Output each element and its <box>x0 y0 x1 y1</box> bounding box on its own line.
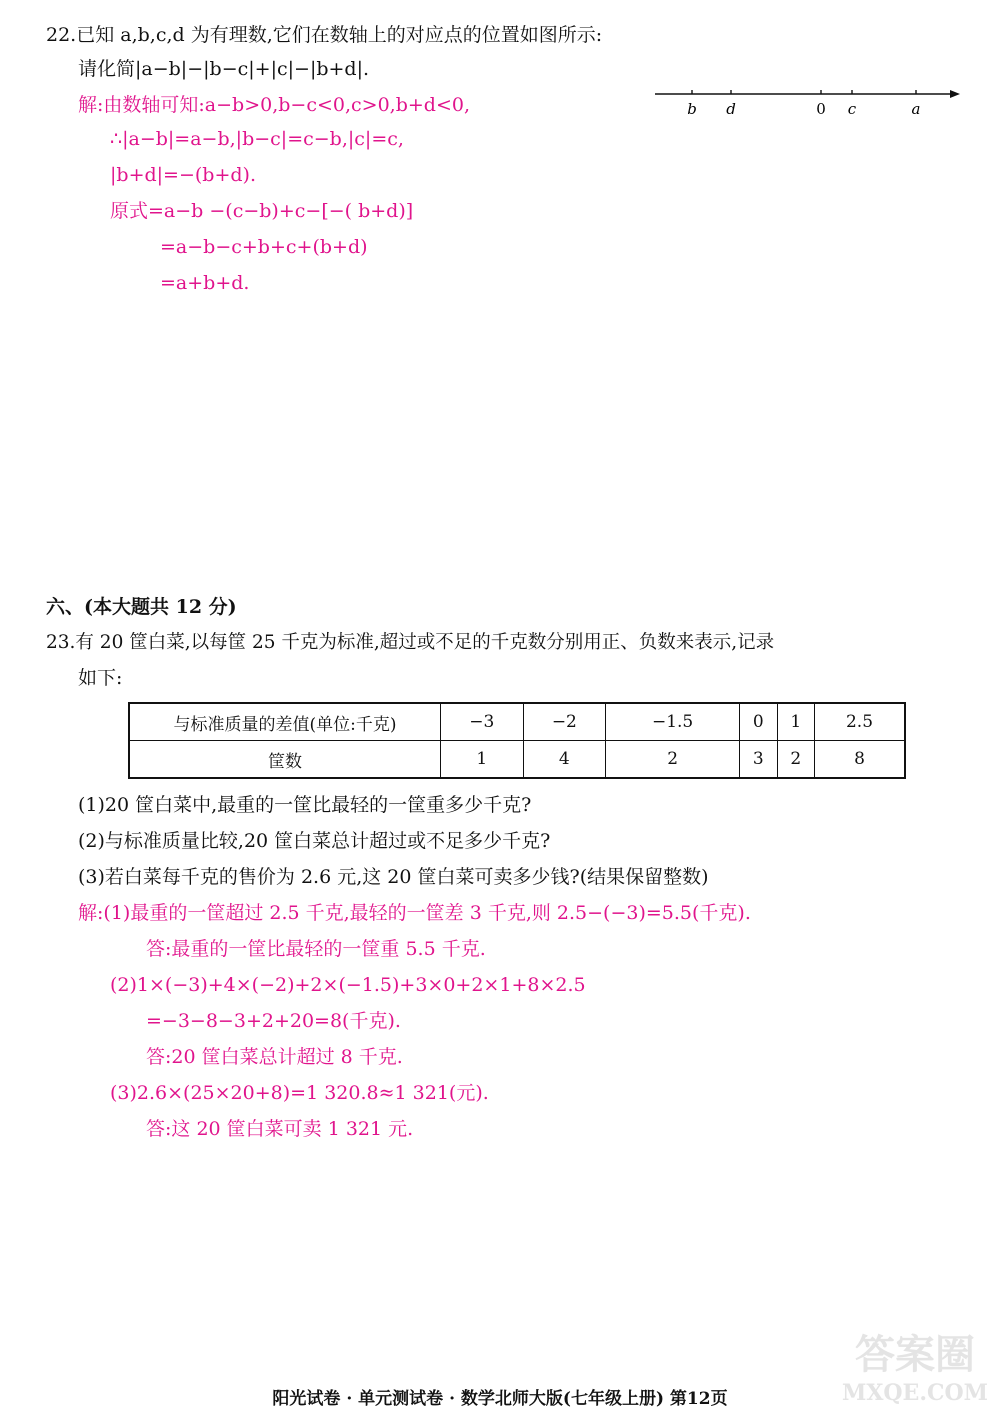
page-footer: 阳光试卷 · 单元测试卷 · 数学北师大版(七年级上册) 第12页 <box>272 1389 728 1409</box>
watermark-url: MXQE.COM <box>841 1380 989 1406</box>
number-line-arrow-icon <box>950 90 960 98</box>
watermark-text: 答案圈 <box>855 1331 975 1378</box>
table-cell: 1 <box>777 703 814 741</box>
q23-solution-line-2: 答:最重的一筐比最轻的一筐重 5.5 千克. <box>146 938 486 960</box>
table-cell: −2 <box>523 703 606 741</box>
q22-task: 请化简|a−b|−|b−c|+|c|−|b+d|. <box>78 58 370 80</box>
q23-solution-line-4: =−3−8−3+2+20=8(千克). <box>146 1010 401 1032</box>
label-d: d <box>726 100 736 118</box>
table-cell: −3 <box>441 703 524 741</box>
label-b: b <box>687 100 697 118</box>
q22-solution-line-3: |b+d|=−(b+d). <box>110 164 256 186</box>
q23-stem-line-2: 如下: <box>78 667 123 689</box>
table-cell: 4 <box>523 741 606 779</box>
table-row <box>129 703 905 741</box>
q22-solution-line-4: 原式=a−b −(c−b)+c−[−( b+d)] <box>110 200 414 222</box>
table-row-label: 与标准质量的差值(单位:千克) <box>129 703 441 741</box>
section-6-title: 六、(本大题共 12 分) <box>46 596 237 618</box>
table-cell: −1.5 <box>606 703 740 741</box>
table-cell: 8 <box>815 741 905 779</box>
label-0: 0 <box>816 100 826 118</box>
q23-solution-line-1: 解:(1)最重的一筐超过 2.5 千克,最轻的一筐差 3 千克,则 2.5−(−3)=5.5(千克). <box>78 902 751 924</box>
table-cell: 2 <box>777 741 814 779</box>
q22-solution-line-5: =a−b−c+b+c+(b+d) <box>160 236 368 258</box>
q23-question-1: (1)20 筐白菜中,最重的一筐比最轻的一筐重多少千克? <box>78 794 532 816</box>
q23-data-table <box>128 702 906 779</box>
q23-solution-line-5: 答:20 筐白菜总计超过 8 千克. <box>146 1046 403 1068</box>
table-cell: 3 <box>740 741 777 779</box>
q22-solution-line-2: ∴|a−b|=a−b,|b−c|=c−b,|c|=c, <box>110 128 404 150</box>
label-c: c <box>847 100 857 118</box>
q23-question-3: (3)若白菜每千克的售价为 2.6 元,这 20 筐白菜可卖多少钱?(结果保留整数) <box>78 866 709 888</box>
q23-question-2: (2)与标准质量比较,20 筐白菜总计超过或不足多少千克? <box>78 830 551 852</box>
table-row-label: 筐数 <box>129 741 441 779</box>
table-cell: 1 <box>441 741 524 779</box>
q23-solution-line-7: 答:这 20 筐白菜可卖 1 321 元. <box>146 1118 414 1140</box>
label-a: a <box>911 100 921 118</box>
q23-stem-line-1: 23.有 20 筐白菜,以每筐 25 千克为标准,超过或不足的千克数分别用正、负数来表示,记录 <box>46 632 775 653</box>
q22-stem: 22.已知 a,b,c,d 为有理数,它们在数轴上的对应点的位置如图所示: <box>46 24 603 46</box>
table-cell: 2 <box>606 741 740 779</box>
table-cell: 0 <box>740 703 777 741</box>
number-line-figure <box>650 78 970 128</box>
q23-solution-line-6: (3)2.6×(25×20+8)=1 320.8≈1 321(元). <box>110 1082 489 1104</box>
table-row <box>129 741 905 779</box>
table-cell: 2.5 <box>815 703 905 741</box>
q22-solution-line-6: =a+b+d. <box>160 272 250 294</box>
q23-solution-line-3: (2)1×(−3)+4×(−2)+2×(−1.5)+3×0+2×1+8×2.5 <box>110 974 586 996</box>
q22-solution-line-1: 解:由数轴可知:a−b>0,b−c<0,c>0,b+d<0, <box>78 94 471 116</box>
